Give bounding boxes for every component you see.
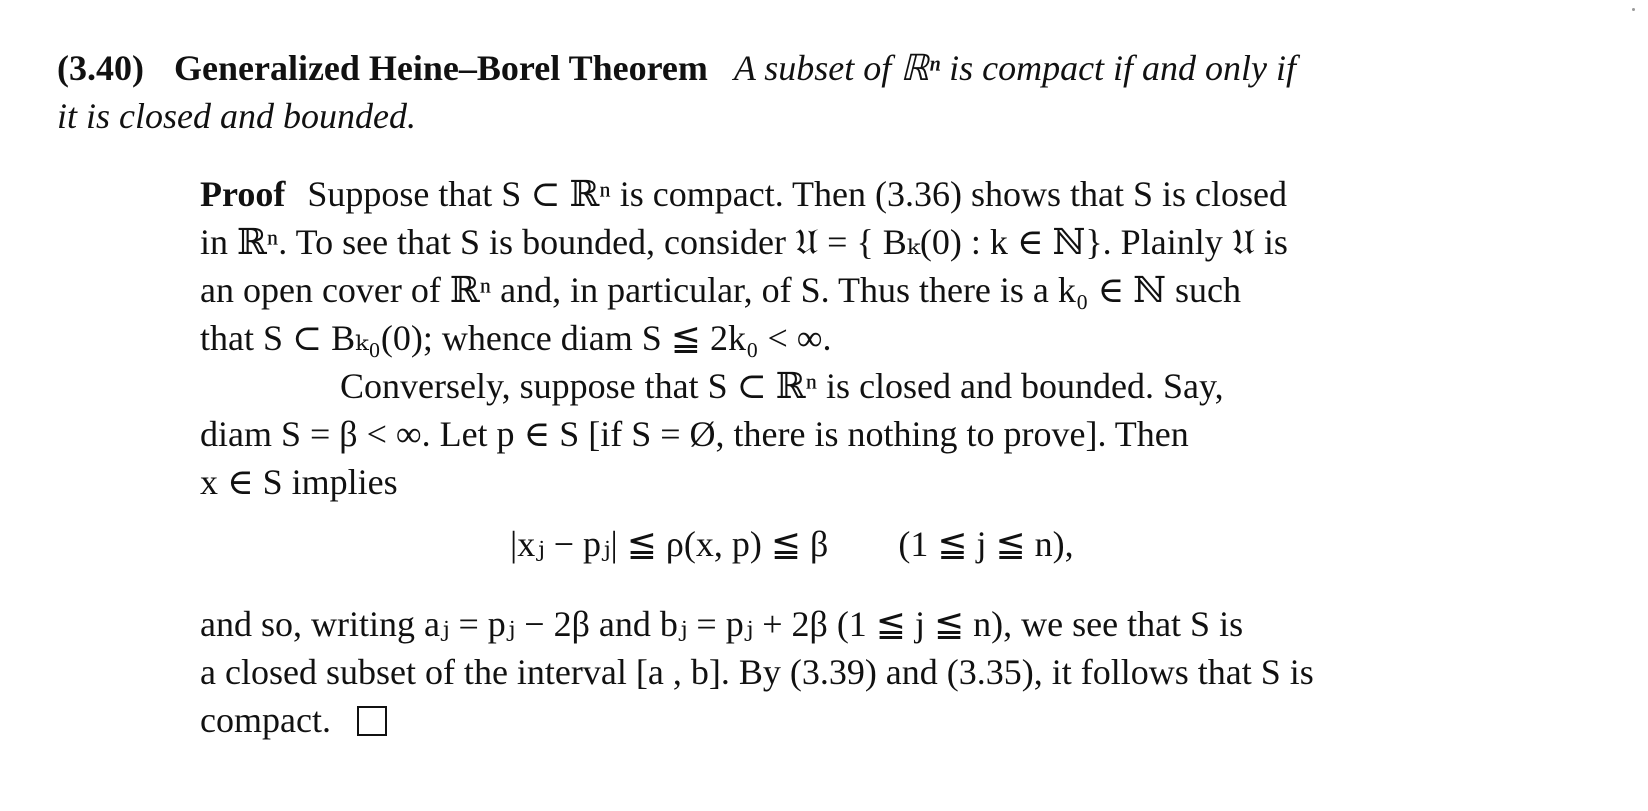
proof-line-7: x ∈ S implies: [200, 462, 398, 502]
theorem-number: (3.40): [57, 48, 144, 88]
display-condition: (1 ≦ j ≦ n),: [898, 524, 1074, 564]
proof-line-5: Conversely, suppose that S ⊂ ℝⁿ is closed and bounded. Say,: [340, 366, 1224, 406]
display-formula: |xⱼ − pⱼ| ≦ ρ(x, p) ≦ β: [510, 524, 829, 564]
proof-line-3: an open cover of ℝⁿ and, in particular, of S. Thus there is a k₀ ∈ ℕ such: [200, 270, 1241, 310]
theorem-heading: [57, 44, 1577, 140]
stray-dot: [1632, 8, 1635, 11]
proof-line-4: that S ⊂ Bₖ₀(0); whence diam S ≦ 2k₀ < ∞.: [200, 318, 832, 358]
proof-closing-line-2: a closed subset of the interval [a , b]. By (3.39) and (3.35), it follows that S is: [200, 652, 1314, 692]
display-equation: [510, 520, 1074, 568]
theorem-name: Generalized Heine–Borel Theorem: [173, 48, 708, 88]
qed-box-icon: [357, 706, 387, 736]
proof-text-1: Suppose that S ⊂ ℝⁿ is compact. Then (3.36) shows that S is closed: [307, 174, 1287, 214]
proof-line-2: in ℝⁿ. To see that S is bounded, consider 𝔘 = { Bₖ(0) : k ∈ ℕ}. Plainly 𝔘 is: [200, 222, 1288, 262]
proof-closing-text-3: compact.: [200, 700, 331, 740]
proof-line-1: [200, 170, 1580, 218]
proof-closing-line-1: and so, writing aⱼ = pⱼ − 2β and bⱼ = pⱼ + 2β (1 ≦ j ≦ n), we see that S is: [200, 604, 1244, 644]
theorem-statement-line-1: A subset of ℝⁿ is compact if and only if: [733, 48, 1297, 88]
theorem-statement-line-2: it is closed and bounded.: [57, 96, 416, 136]
proof-line-6: diam S = β < ∞. Let p ∈ S [if S = Ø, there is nothing to prove]. Then: [200, 414, 1189, 454]
proof-closing-line-3: [200, 696, 1580, 744]
proof-label: Proof: [200, 174, 286, 214]
